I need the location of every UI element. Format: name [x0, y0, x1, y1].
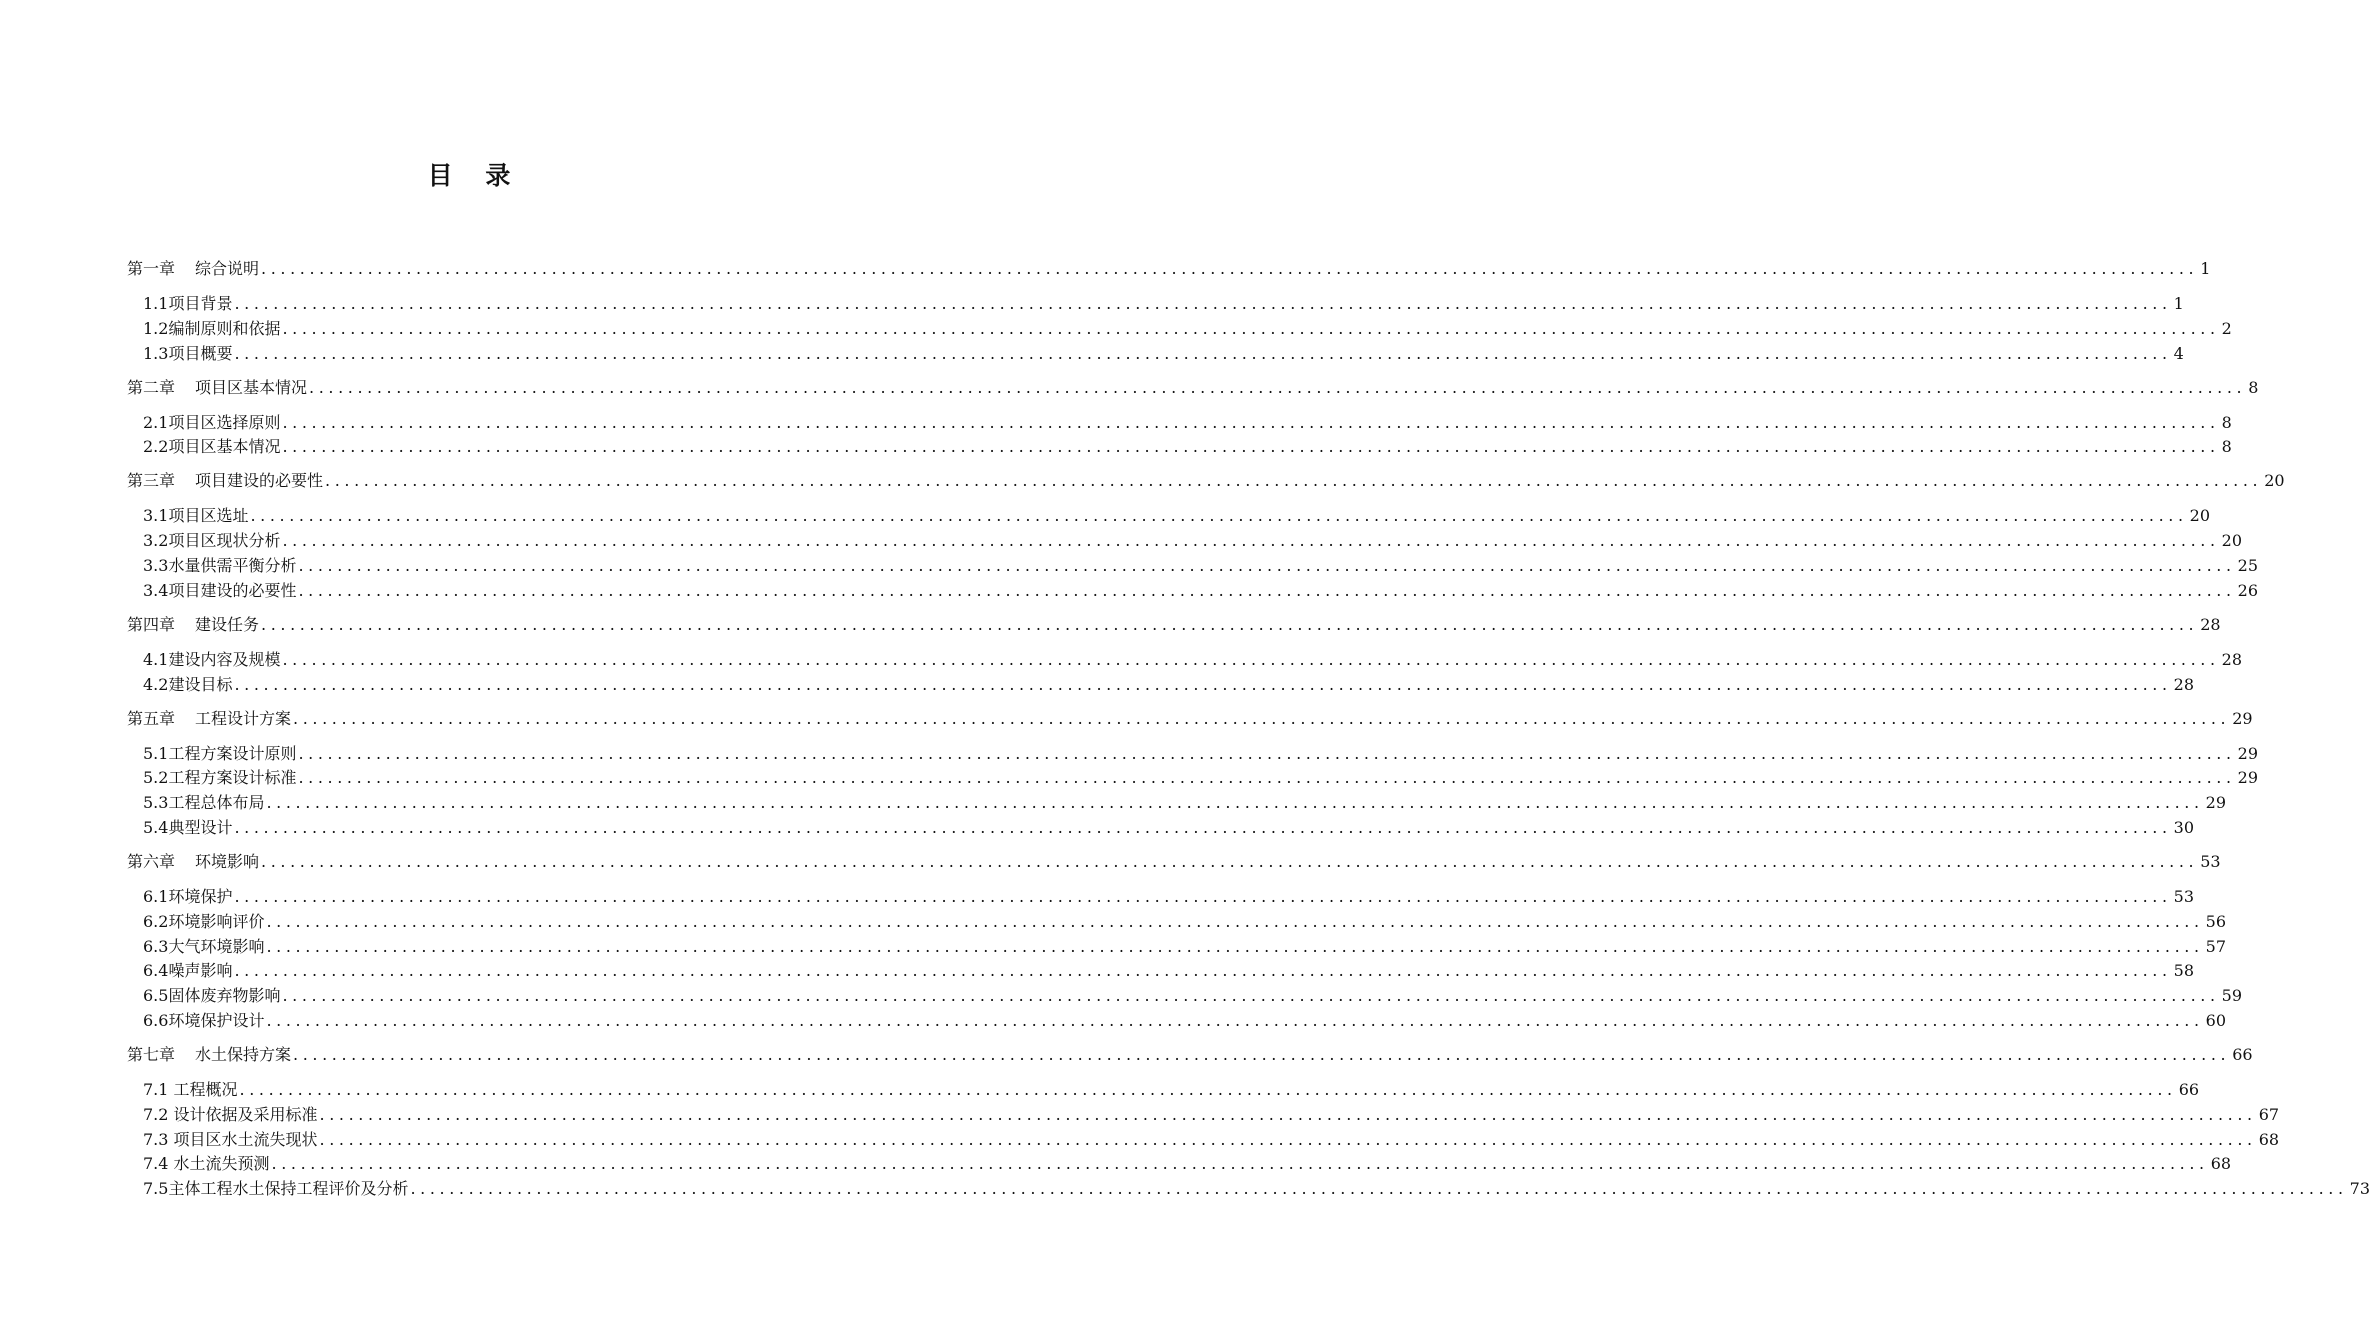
- toc-dot-leader: ........................................................................................................................................................................................................: [298, 556, 2236, 575]
- toc-section-entry[interactable]: [143, 1102, 2280, 1126]
- toc-dot-leader: ........................................................................................................................................................................................................: [410, 1179, 2348, 1199]
- toc-section-entry[interactable]: [143, 958, 2194, 982]
- toc-section-entry[interactable]: [143, 909, 2226, 933]
- toc-dot-leader: ........................................................................................................................................................................................................: [234, 294, 2172, 313]
- toc-dot-leader: ........................................................................................................................................................................................................: [261, 614, 2199, 634]
- toc-chapter-number: 第二章: [127, 377, 176, 397]
- page-title: 目 录: [427, 161, 523, 190]
- toc-section-entry[interactable]: [143, 410, 2232, 434]
- toc-section-entry[interactable]: [143, 934, 2226, 958]
- toc-dot-leader: ........................................................................................................................................................................................................: [261, 259, 2199, 278]
- toc-dot-leader: ........................................................................................................................................................................................................: [266, 793, 2204, 813]
- toc-section-entry[interactable]: [143, 1176, 2370, 1200]
- toc-dot-leader: ........................................................................................................................................................................................................: [282, 986, 2220, 1006]
- toc-page-number: 73: [2349, 1179, 2370, 1199]
- toc-entry-title: 3.4项目建设的必要性: [143, 580, 297, 600]
- toc-section-entry[interactable]: [143, 815, 2194, 839]
- toc-chapter-entry[interactable]: [127, 612, 2221, 636]
- toc-entry-title: 4.2建设目标: [143, 674, 233, 694]
- toc-entry-title: 3.1项目区选址: [143, 506, 249, 526]
- toc-entry-title: 6.4噪声影响: [143, 961, 233, 981]
- toc-chapter-entry[interactable]: [127, 375, 2259, 399]
- toc-dot-leader: ........................................................................................................................................................................................................: [282, 437, 2220, 457]
- toc-section-entry[interactable]: [143, 316, 2232, 340]
- toc-chapter-entry[interactable]: [127, 706, 2253, 730]
- toc-dot-leader: ........................................................................................................................................................................................................: [234, 674, 2172, 694]
- toc-dot-leader: ........................................................................................................................................................................................................: [298, 768, 2236, 788]
- toc-section-entry[interactable]: [143, 672, 2194, 696]
- toc-dot-leader: ........................................................................................................................................................................................................: [239, 1080, 2177, 1099]
- toc-chapter-entry[interactable]: [127, 256, 2211, 280]
- toc-page-number: 1: [2173, 294, 2184, 313]
- toc-entry-title: 5.2工程方案设计标准: [143, 768, 297, 788]
- toc-entry-title: 环境影响: [195, 852, 260, 871]
- toc-entry-title: 6.6环境保护设计: [143, 1011, 265, 1030]
- toc-section-entry[interactable]: [143, 790, 2226, 814]
- toc-page-number: 28: [2200, 614, 2221, 634]
- toc-chapter-entry[interactable]: [127, 849, 2221, 873]
- toc-entry-title: 5.1工程方案设计原则: [143, 743, 297, 763]
- toc-page-number: 53: [2173, 887, 2194, 906]
- toc-dot-leader: ........................................................................................................................................................................................................: [282, 531, 2220, 551]
- toc-page-number: 1: [2200, 259, 2211, 278]
- toc-dot-leader: ........................................................................................................................................................................................................: [234, 961, 2172, 981]
- toc-page-number: 25: [2237, 556, 2258, 575]
- toc-page-number: 67: [2258, 1104, 2280, 1124]
- toc-section-entry[interactable]: [143, 553, 2258, 577]
- toc-page-number: 29: [2237, 768, 2258, 788]
- toc-page-number: 8: [2221, 412, 2232, 432]
- toc-page-number: 58: [2173, 961, 2194, 981]
- toc-page-number: 2: [2221, 318, 2232, 338]
- toc-entry-title: 6.2环境影响评价: [143, 911, 265, 931]
- toc-section-entry[interactable]: [143, 434, 2232, 458]
- toc-entry-title: 7.3 项目区水土流失现状: [143, 1129, 318, 1149]
- toc-chapter-number: 第四章: [127, 614, 176, 634]
- toc-page-number: 28: [2173, 674, 2194, 694]
- toc-section-entry[interactable]: [143, 647, 2242, 671]
- toc-page-number: 29: [2205, 793, 2226, 813]
- toc-section-entry[interactable]: [143, 741, 2258, 765]
- toc-section-entry[interactable]: [143, 1127, 2280, 1151]
- toc-dot-leader: ........................................................................................................................................................................................................: [319, 1104, 2257, 1124]
- toc-entry-title: 7.4 水土流失预测: [143, 1154, 270, 1174]
- toc-entry-title: 2.2项目区基本情况: [143, 437, 281, 457]
- toc-page-number: 4: [2173, 343, 2184, 363]
- toc-chapter-number: 第一章: [127, 259, 176, 278]
- toc-dot-leader: ........................................................................................................................................................................................................: [282, 649, 2220, 669]
- toc-chapter-entry[interactable]: [127, 468, 2285, 492]
- toc-dot-leader: ........................................................................................................................................................................................................: [293, 708, 2231, 728]
- toc-page-number: 20: [2221, 531, 2242, 551]
- toc-page-number: 26: [2237, 580, 2258, 600]
- toc-page-number: 8: [2221, 437, 2232, 457]
- toc-page-number: 57: [2205, 936, 2226, 956]
- toc-page-number: 68: [2258, 1129, 2280, 1149]
- toc-page-number: 20: [2189, 506, 2210, 526]
- toc-page-number: 8: [2248, 377, 2259, 397]
- toc-page-number: 59: [2221, 986, 2242, 1006]
- toc-dot-leader: ........................................................................................................................................................................................................: [234, 343, 2172, 363]
- toc-entry-title: 5.3工程总体布局: [143, 793, 265, 813]
- toc-entry-title: 5.4典型设计: [143, 818, 233, 837]
- toc-chapter-entry[interactable]: [127, 1042, 2253, 1066]
- toc-dot-leader: ........................................................................................................................................................................................................: [261, 852, 2199, 871]
- toc-dot-leader: ........................................................................................................................................................................................................: [325, 471, 2263, 491]
- toc-dot-leader: ........................................................................................................................................................................................................: [266, 911, 2204, 931]
- toc-entry-title: 3.3水量供需平衡分析: [143, 556, 297, 575]
- toc-page-number: 60: [2205, 1011, 2226, 1030]
- toc-dot-leader: ........................................................................................................................................................................................................: [309, 377, 2247, 397]
- toc-section-entry[interactable]: [143, 1008, 2226, 1032]
- toc-dot-leader: ........................................................................................................................................................................................................: [298, 743, 2236, 763]
- toc-page-number: 30: [2173, 818, 2194, 837]
- toc-page-number: 53: [2200, 852, 2221, 871]
- toc-section-entry[interactable]: [143, 578, 2258, 602]
- toc-dot-leader: ........................................................................................................................................................................................................: [250, 506, 2188, 526]
- toc-entry-title: 1.3项目概要: [143, 343, 233, 363]
- toc-dot-leader: ........................................................................................................................................................................................................: [282, 318, 2220, 338]
- toc-entry-title: 7.5主体工程水土保持工程评价及分析: [143, 1179, 409, 1199]
- toc-entry-title: 水土保持方案: [195, 1045, 292, 1064]
- toc-page-number: 66: [2178, 1080, 2200, 1099]
- toc-page-number: 28: [2221, 649, 2242, 669]
- toc-dot-leader: ........................................................................................................................................................................................................: [282, 412, 2220, 432]
- toc-dot-leader: ........................................................................................................................................................................................................: [271, 1154, 2209, 1174]
- toc-entry-title: 1.2编制原则和依据: [143, 318, 281, 338]
- toc-chapter-number: 第七章: [127, 1045, 176, 1064]
- toc-entry-title: 7.1 工程概况: [143, 1080, 238, 1099]
- toc-section-entry[interactable]: [143, 503, 2210, 527]
- toc-page-number: 29: [2232, 708, 2253, 728]
- toc-entry-title: 项目建设的必要性: [195, 471, 324, 491]
- toc-page-number: 68: [2210, 1154, 2232, 1174]
- toc-section-entry[interactable]: [143, 765, 2258, 789]
- toc-dot-leader: ........................................................................................................................................................................................................: [234, 887, 2172, 906]
- toc-section-entry[interactable]: [143, 884, 2194, 908]
- toc-entry-title: 3.2项目区现状分析: [143, 531, 281, 551]
- toc-dot-leader: ........................................................................................................................................................................................................: [298, 580, 2236, 600]
- toc-section-entry[interactable]: [143, 341, 2184, 365]
- toc-section-entry[interactable]: [143, 1077, 2200, 1101]
- toc-chapter-number: 第三章: [127, 471, 176, 491]
- toc-entry-title: 2.1项目区选择原则: [143, 412, 281, 432]
- toc-chapter-number: 第六章: [127, 852, 176, 871]
- toc-section-entry[interactable]: [143, 1151, 2232, 1175]
- toc-page-number: 20: [2264, 471, 2285, 491]
- toc-entry-title: 6.3大气环境影响: [143, 936, 265, 956]
- toc-entry-title: 4.1建设内容及规模: [143, 649, 281, 669]
- toc-entry-title: 工程设计方案: [195, 708, 292, 728]
- toc-section-entry[interactable]: [143, 291, 2184, 315]
- toc-dot-leader: ........................................................................................................................................................................................................: [319, 1129, 2257, 1149]
- toc-dot-leader: ........................................................................................................................................................................................................: [293, 1045, 2231, 1064]
- toc-section-entry[interactable]: [143, 528, 2242, 552]
- toc-entry-title: 7.2 设计依据及采用标准: [143, 1104, 318, 1124]
- toc-entry-title: 建设任务: [195, 614, 260, 634]
- toc-page-number: 66: [2232, 1045, 2253, 1064]
- toc-chapter-number: 第五章: [127, 708, 176, 728]
- toc-entry-title: 项目区基本情况: [195, 377, 308, 397]
- toc-section-entry[interactable]: [143, 983, 2242, 1007]
- toc-entry-title: 1.1项目背景: [143, 294, 233, 313]
- toc-page-number: 29: [2237, 743, 2258, 763]
- toc-page-number: 56: [2205, 911, 2226, 931]
- toc-entry-title: 6.5固体废弃物影响: [143, 986, 281, 1006]
- toc-dot-leader: ........................................................................................................................................................................................................: [266, 1011, 2204, 1030]
- toc-dot-leader: ........................................................................................................................................................................................................: [266, 936, 2204, 956]
- toc-entry-title: 6.1环境保护: [143, 887, 233, 906]
- toc-dot-leader: ........................................................................................................................................................................................................: [234, 818, 2172, 837]
- toc-entry-title: 综合说明: [195, 259, 260, 278]
